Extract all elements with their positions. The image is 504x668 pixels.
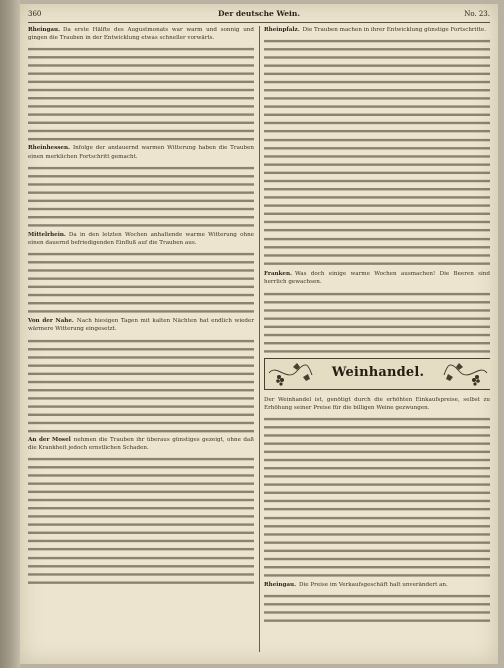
article-paragraph [28,317,254,333]
grape-vine-icon [443,359,489,389]
section-heading: Rheinhessen. [28,145,70,152]
text-block [264,415,490,511]
issue-number: No. 23. [464,10,490,18]
column-divider [259,26,260,652]
section-heading: Mittelrhein. [28,231,66,238]
text-block [28,250,254,314]
text-block [264,290,490,354]
text-block [264,514,490,578]
article-paragraph [264,270,490,286]
article-paragraph [28,231,254,247]
weinhandel-banner [264,358,490,390]
paragraph-text: Infolge der andauernd warmen Witterung haben die Trauben einen merklichen Fortschritt gemacht. [28,145,254,160]
text-block [264,235,490,267]
section-heading: Von der Nahe. [28,318,74,325]
paragraph-text: Da in den letzten Wochen anhaltende warme Witterung ohne einen dauernd befriedigenden Einfluß auf die Trauben aus. [28,231,254,247]
paragraph-text: Da erste Hälfte des Augustmonats war warm und sonnig und gingen die Trauben in der Entwicklung etwas schneller vorwärts. [28,27,254,42]
page-header [28,8,490,23]
article-paragraph [28,26,254,42]
text-block [264,37,490,133]
publication-title: Der deutsche Wein. [218,9,300,18]
article-paragraph [28,436,254,452]
text-block [28,337,254,433]
text-block [28,554,254,586]
article-paragraph [28,144,254,160]
paragraph-text: Was doch einige warme Wochen ausmachen! Die Beeren sind herrlich gewachsen. [264,271,490,286]
article-paragraph [264,581,490,589]
text-block [264,136,490,232]
page-number: 360 [28,10,42,18]
banner-title: Weinhandel. [331,364,425,380]
paragraph-text: Der Weinhandel ist, genötigt durch die erhöhten Einkaufspreise, selbst zu Erhöhung seiner Preise für die billigen Weine gezwungen. [264,396,490,411]
text-block [28,45,254,141]
section-heading: Franken. [264,271,292,278]
paragraph-text: Die Preise im Verkaufsgeschäft halt unverändert an. [299,582,448,589]
newspaper-page [20,4,498,664]
text-block [28,455,254,551]
section-heading: Rheingau. [28,27,61,33]
section-heading: Rheinpfalz. [264,27,300,33]
paragraph-text: Nach hiesigen Tagen mit kalten Nächten hat endlich wieder wärmere Witterung eingesetzt. [28,318,254,333]
paragraph-text: nehmen die Trauben ihr überaus günstiges gezeigt, ohne daß die Krankheit jedoch ernstlichen Schaden. [28,436,254,451]
right-column [264,26,490,656]
section-heading: An der Mosel [28,436,71,443]
book-binding [0,0,20,668]
paragraph-text: Die Trauben machen in ihrer Entwicklung günstige Fortschritte. [302,27,486,33]
article-paragraph [264,26,490,34]
text-block [264,592,490,624]
article-paragraph [264,396,490,412]
left-column [28,26,254,656]
text-block [28,164,254,228]
section-heading: Rheingau. [264,582,297,589]
